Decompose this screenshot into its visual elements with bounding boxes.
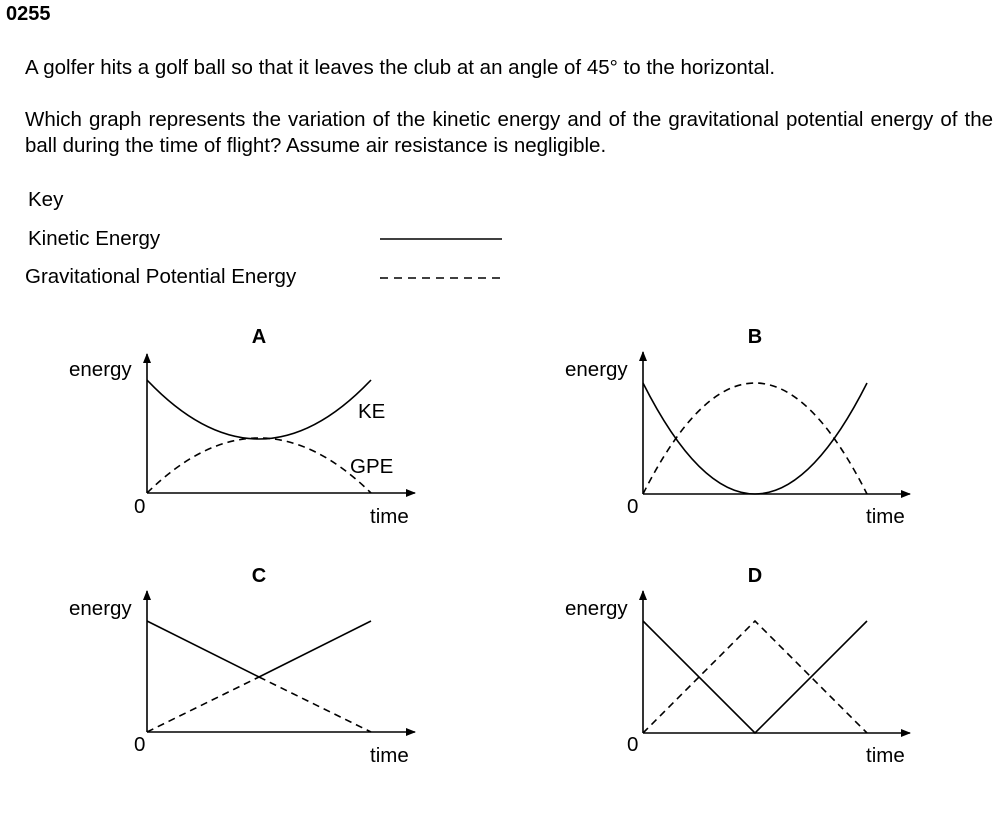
graph-c-y-label: energy xyxy=(69,597,132,620)
graph-a-origin: 0 xyxy=(134,495,146,518)
graph-a-ke-curve xyxy=(147,380,371,439)
question-prompt: Which graph represents the variation of the kinetic energy and of the gravitational potential energy of the ball during the time of flight? Assume air resistance is negligible. xyxy=(25,108,993,157)
graph-b xyxy=(565,326,910,528)
graph-d-y-label: energy xyxy=(565,597,628,620)
graph-b-letter: B xyxy=(747,326,763,348)
graph-d-gpe-line xyxy=(643,621,867,733)
graph-a-gpe-label: GPE xyxy=(350,455,394,478)
graph-a-x-label: time xyxy=(370,505,409,528)
key-kinetic-label: Kinetic Energy xyxy=(28,227,161,250)
graph-c-letter: C xyxy=(251,565,267,587)
graph-c-gpe-line-dashed xyxy=(147,677,259,732)
graph-a-letter: A xyxy=(251,326,267,348)
graph-d-letter: D xyxy=(747,565,763,587)
graph-d xyxy=(565,565,910,767)
question-stem: A golfer hits a golf ball so that it leaves the club at an angle of 45° to the horizontal. xyxy=(25,56,776,79)
graph-a-y-label: energy xyxy=(69,358,132,381)
graph-c-x-label: time xyxy=(370,744,409,767)
graph-c-gpe-line-solid xyxy=(259,621,371,677)
graph-a xyxy=(69,326,415,528)
graph-d-x-label: time xyxy=(866,744,905,767)
graph-c-ke-line-dashed xyxy=(259,677,371,732)
graph-b-y-label: energy xyxy=(565,358,628,381)
graph-b-gpe-curve xyxy=(643,383,867,494)
graph-a-gpe-curve xyxy=(147,438,371,493)
graph-b-origin: 0 xyxy=(627,495,639,518)
key-potential-label: Gravitational Potential Energy xyxy=(25,265,297,288)
key-title: Key xyxy=(28,188,64,211)
graph-b-x-label: time xyxy=(866,505,905,528)
graph-c-origin: 0 xyxy=(134,733,146,756)
graph-d-ke-line xyxy=(643,621,867,733)
graph-c-ke-line-solid xyxy=(147,621,259,677)
question-number: 0255 xyxy=(6,3,51,25)
graph-a-ke-label: KE xyxy=(358,400,386,423)
graph-d-origin: 0 xyxy=(627,733,639,756)
graph-c xyxy=(69,565,415,767)
